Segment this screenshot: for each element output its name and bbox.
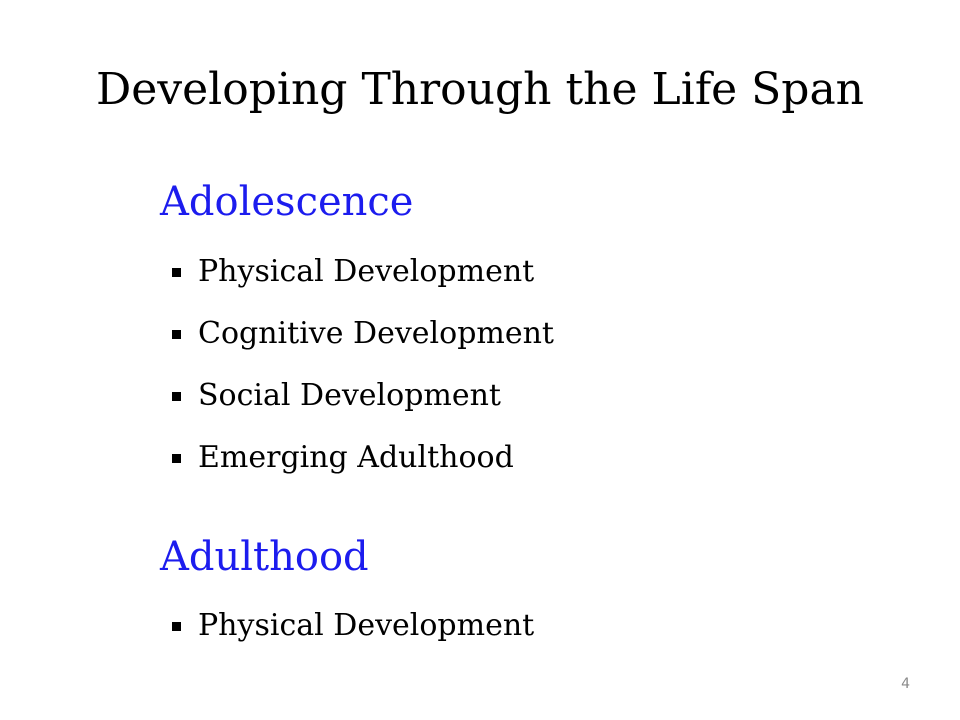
bullet-text: Social Development [198, 378, 501, 413]
bullet-item [172, 252, 554, 314]
square-bullet-icon [172, 268, 181, 277]
bullet-item [172, 314, 554, 376]
bullet-text: Physical Development [198, 254, 535, 289]
square-bullet-icon [172, 622, 181, 631]
bullet-list-adulthood [172, 606, 534, 668]
section-heading-adulthood: Adulthood [160, 534, 369, 580]
slide-title: Developing Through the Life Span [95, 64, 865, 115]
bullet-item [172, 438, 554, 500]
bullet-text: Emerging Adulthood [198, 440, 514, 475]
bullet-item [172, 376, 554, 438]
section-heading-adolescence: Adolescence [160, 179, 414, 225]
square-bullet-icon [172, 330, 181, 339]
square-bullet-icon [172, 454, 181, 463]
square-bullet-icon [172, 392, 181, 401]
bullet-text: Cognitive Development [198, 316, 554, 351]
bullet-text: Physical Development [198, 608, 535, 643]
bullet-item [172, 606, 534, 668]
bullet-list-adolescence [172, 252, 554, 500]
page-number: 4 [901, 676, 910, 692]
